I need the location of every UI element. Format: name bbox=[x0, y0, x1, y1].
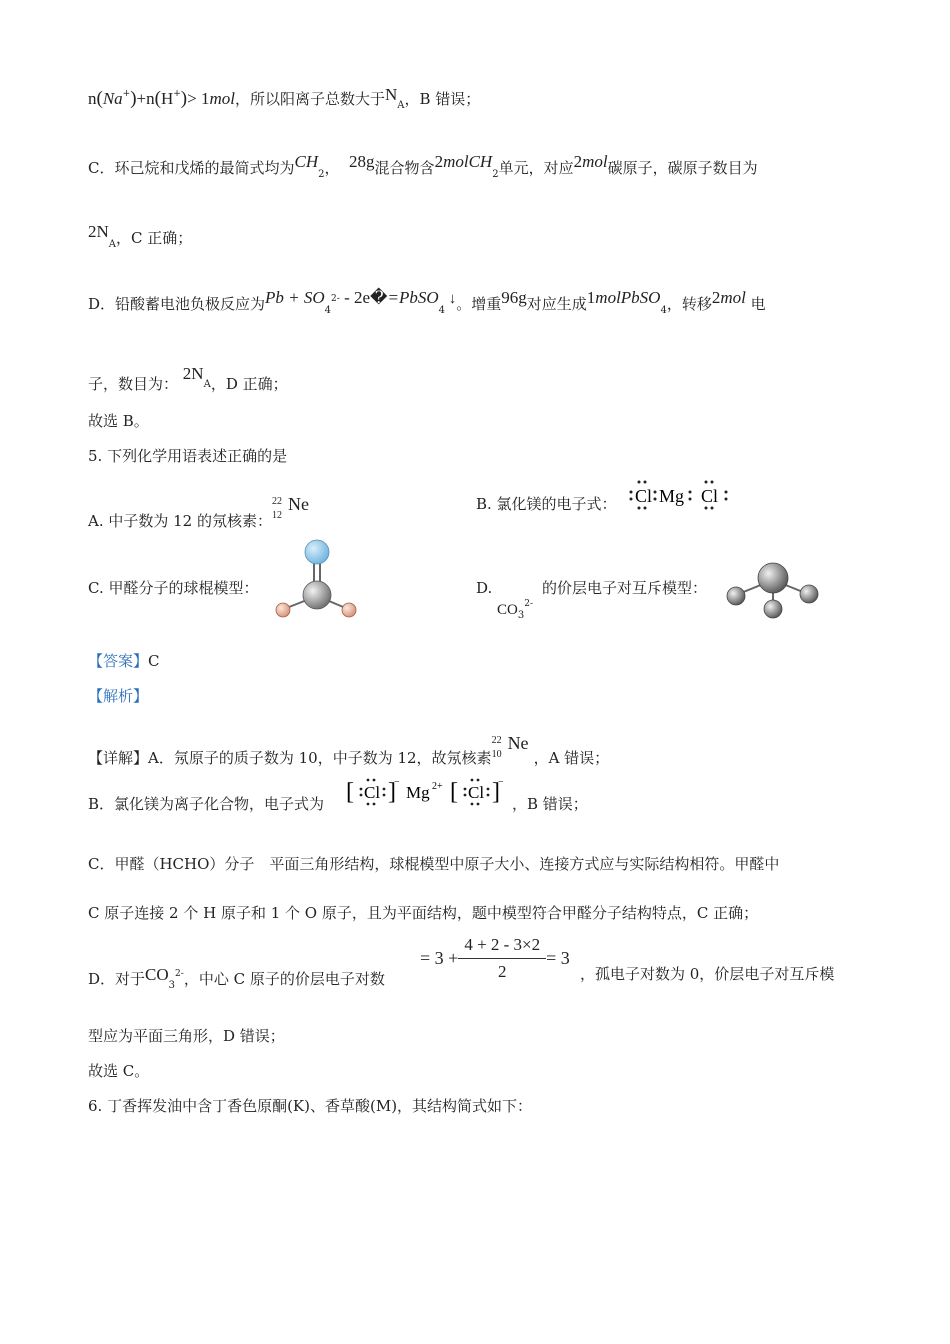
choose-c: 故选 C。 bbox=[88, 1062, 150, 1080]
valence-pair-formula: = 3 + $\frac{4 + 2 - 3\times 2}{2}$ = 3 bbox=[420, 935, 570, 981]
detail-d-end: ，孤电子对数为 0，价层电子对互斥模 bbox=[580, 965, 835, 983]
ligand-atom-right bbox=[800, 585, 818, 603]
q5-option-d: D. bbox=[476, 579, 493, 597]
carbon-atom bbox=[303, 581, 331, 609]
question-5-title: 5. 下列化学用语表述正确的是 bbox=[88, 447, 288, 465]
mg-ion: Mg bbox=[406, 783, 430, 802]
cl-symbol-left: Cl bbox=[364, 783, 381, 802]
svg-text:2+: 2+ bbox=[432, 781, 443, 792]
line-option-d-cont: 子，数目为： $2N^A$，D 正确； bbox=[88, 364, 288, 393]
neon-nuclide-correct: 22 10 Ne bbox=[491, 733, 529, 760]
svg-text:]: ] bbox=[388, 779, 396, 805]
svg-text:[: [ bbox=[346, 779, 354, 805]
line-option-c-cont: $2N_A$，C 正确； bbox=[88, 222, 193, 250]
q5-option-d-text: 的价层电子对互斥模型： bbox=[542, 579, 708, 597]
cl-symbol-right: Cl bbox=[468, 783, 485, 802]
valence-fraction: $\frac{4 + 2 - 3\times 2}{2}$ bbox=[458, 935, 546, 982]
detail-c-line2: C 原子连接 2 个 H 原子和 1 个 O 原子，且为平面结构，题中模型符合甲醛分子结构特点，C 正确； bbox=[88, 904, 759, 922]
q5-option-d-ion: $CO_3^{2-}$ bbox=[497, 599, 533, 621]
q5-option-c: C. 甲醛分子的球棍模型： bbox=[88, 579, 259, 597]
choose-b: 故选 B。 bbox=[88, 412, 149, 430]
mg-symbol: Mg bbox=[659, 486, 685, 506]
q5-option-b: B. 氯化镁的电子式： bbox=[476, 495, 617, 513]
ligand-atom-left bbox=[727, 587, 745, 605]
oxygen-atom bbox=[305, 540, 329, 564]
svg-text:−: − bbox=[498, 777, 504, 788]
detail-d: D．对于$CO_3^{2-}$，中心 C 原子的价层电子对数 bbox=[88, 965, 385, 991]
svg-text:[: [ bbox=[450, 779, 458, 805]
ligand-atom-bottom bbox=[764, 600, 782, 618]
vsepr-model-pyramidal bbox=[722, 560, 822, 622]
line-option-c: C．环己烷和戊烯的最简式均为$CH_2$， 28g混合物含2molCH$_2$单元，对应2mol碳原子，碳原子数目为 bbox=[88, 152, 758, 180]
neon-nuclide: 22 12 Ne bbox=[272, 494, 309, 521]
central-atom bbox=[758, 563, 788, 593]
detail-a: 【详解】A．氖原子的质子数为 10，中子数为 12，故氖核素 22 10 Ne ，A 错误； bbox=[88, 733, 610, 767]
detail-c-line1: C．甲醛（HCHO）分子 平面三角形结构，球棍模型中原子大小、连接方式应与实际结构相符。甲醛中 bbox=[88, 855, 780, 873]
formaldehyde-ball-stick-model bbox=[270, 536, 365, 624]
hydrogen-atom-right bbox=[342, 603, 356, 617]
svg-text:−: − bbox=[394, 777, 400, 788]
mgcl2-wrong-electron-formula bbox=[626, 478, 736, 512]
cl-symbol-right: Cl bbox=[701, 486, 719, 506]
mgcl2-correct-electron-formula bbox=[346, 774, 512, 810]
detail-b: B．氯化镁为离子化合物，电子式为 bbox=[88, 795, 325, 813]
svg-text:]: ] bbox=[492, 779, 500, 805]
line-option-d: D．铅酸蓄电池负极反应为$Pb + SO_4^{2-}$ - 2e�=PbSO$_4$ ↓。增重96g对应生成1molPbSO$_4$，转移2mol 电 bbox=[88, 288, 766, 316]
analysis-label: 【解析】 bbox=[88, 687, 149, 705]
cl-symbol-left: Cl bbox=[635, 486, 653, 506]
hydrogen-atom-left bbox=[276, 603, 290, 617]
detail-b-end: ，B 错误； bbox=[512, 795, 588, 813]
q5-option-a: A. 中子数为 12 的氖核素： 22 12 Ne bbox=[88, 494, 314, 531]
detail-d-line2: 型应为平面三角形，D 错误； bbox=[88, 1027, 285, 1045]
answer-line: 【答案】C bbox=[88, 652, 160, 670]
question-6-title: 6. 丁香挥发油中含丁香色原酮(K)、香草酸(M)，其结构简式如下： bbox=[88, 1097, 533, 1115]
line-ion-count: n(Na+)+n(H+)> 1mol，所以阳离子总数大于$N_A$，B 错误； bbox=[88, 85, 481, 111]
